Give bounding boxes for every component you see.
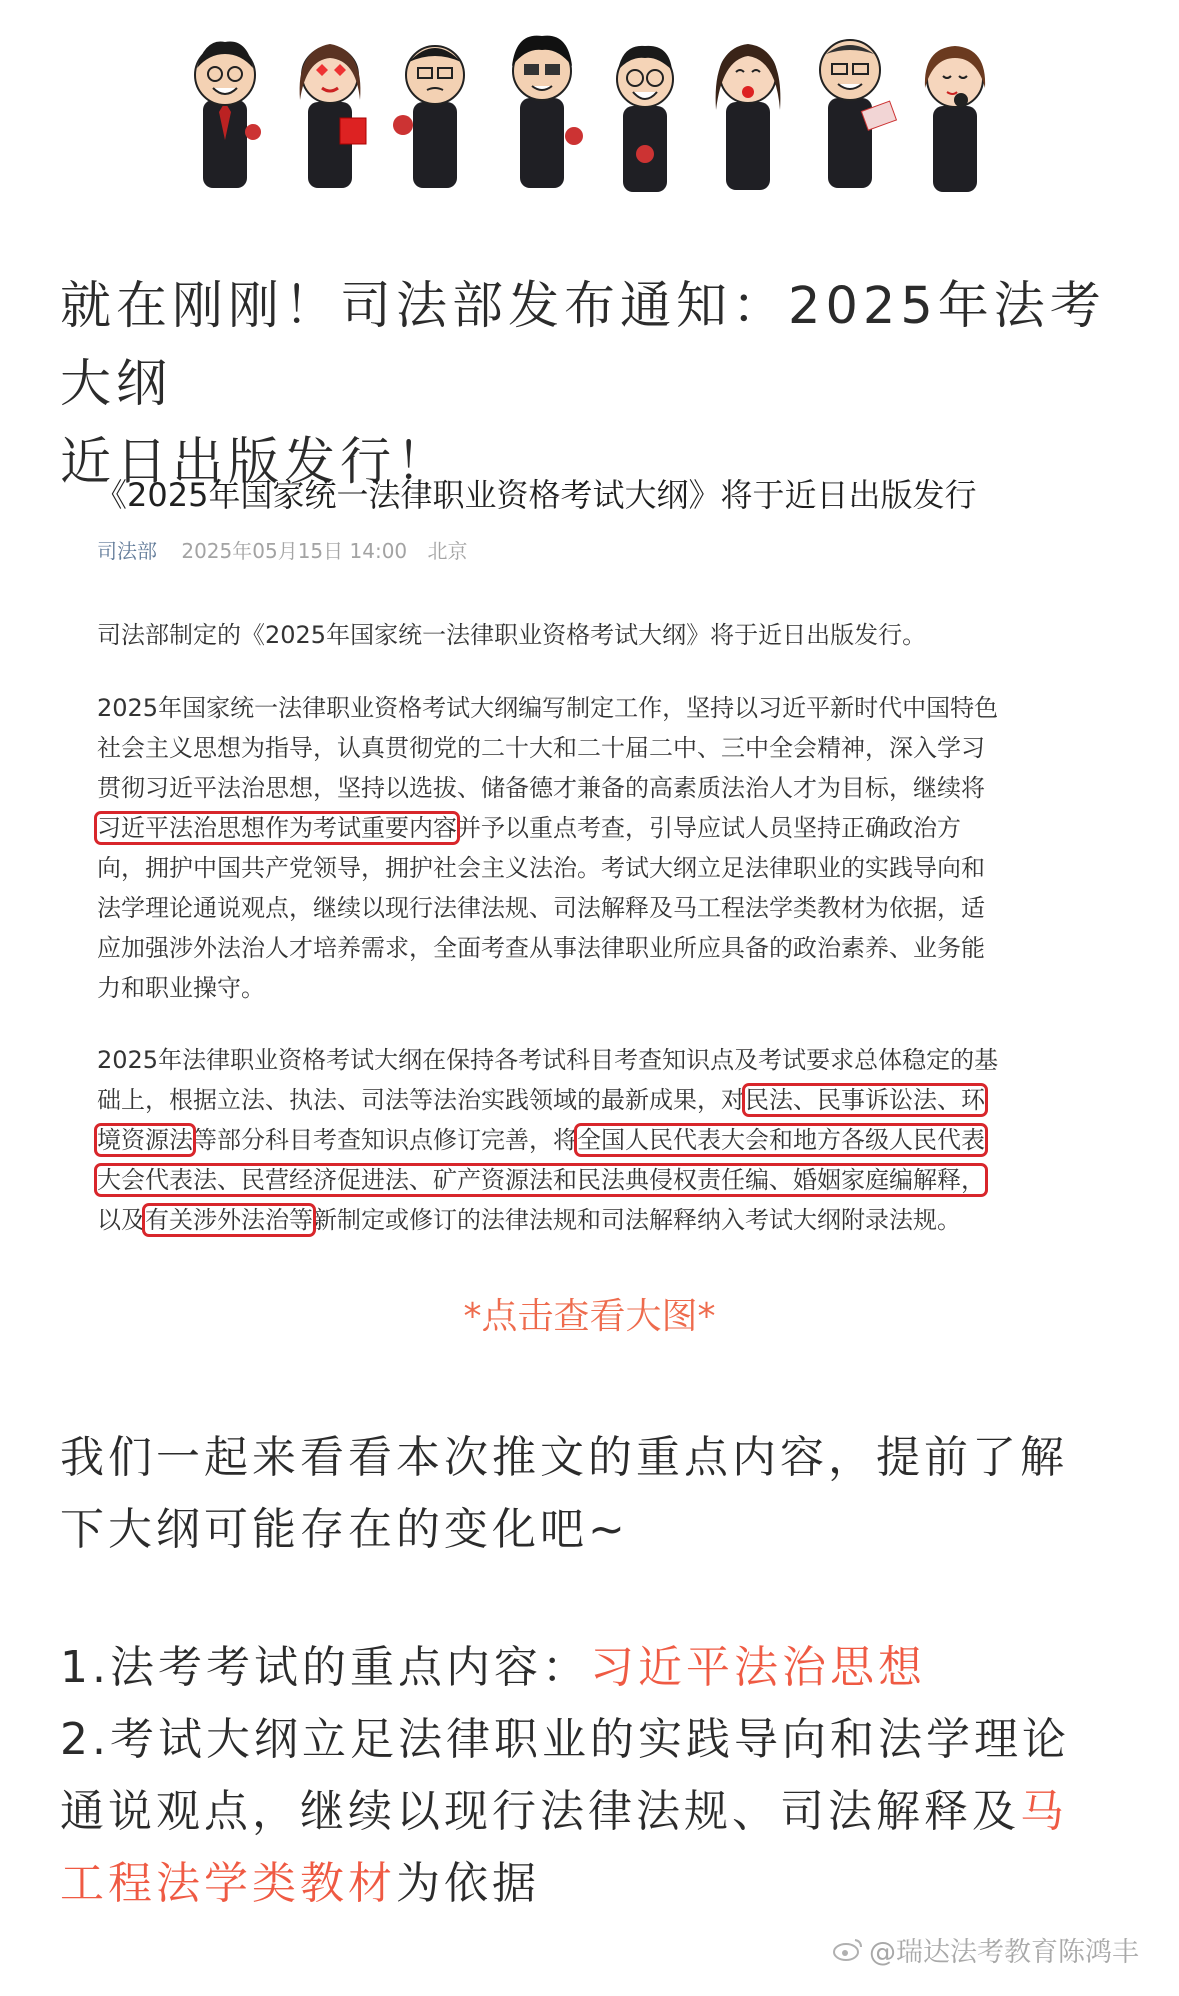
lawyer-figure-3 xyxy=(393,46,464,188)
weibo-watermark xyxy=(833,1930,1139,1969)
key-point-text: 为依据 xyxy=(396,1858,540,1909)
paragraph-line xyxy=(97,1200,1087,1240)
paragraph-line xyxy=(97,1160,1087,1200)
paragraph-text: 新制定或修订的法律法规和司法解释纳入考试大纲附录法规。 xyxy=(313,1206,961,1234)
paragraph-line: 应加强涉外法治人才培养需求，全面考查从事法律职业所应具备的政治素养、业务能 xyxy=(97,934,985,962)
article-title: 《2025年国家统一法律职业资格考试大纲》将于近日出版发行 xyxy=(95,476,977,514)
article-paragraph-3 xyxy=(97,1040,1087,1240)
intro-line-2: 下大纲可能存在的变化吧~ xyxy=(60,1504,629,1555)
highlight-box: 有关涉外法治等 xyxy=(145,1206,313,1234)
headline-line-2: 近日出版发行！ xyxy=(60,433,453,492)
lawyer-figure-8 xyxy=(925,46,985,192)
cartoon-lawyers-banner xyxy=(0,0,1179,215)
paragraph-line: 向，拥护中国共产党领导，拥护社会主义法治。考试大纲立足法律职业的实践导向和 xyxy=(97,854,985,882)
article-meta xyxy=(97,535,468,564)
highlight-box: 全国人民代表大会和地方各级人民代表 xyxy=(577,1126,985,1154)
article-date: 2025年05月15日 14:00 xyxy=(181,539,408,563)
paragraph-line: 2025年法律职业资格考试大纲在保持各考试科目考查知识点及考试要求总体稳定的基 xyxy=(97,1046,999,1074)
highlight-box: 境资源法 xyxy=(97,1126,193,1154)
article-source[interactable]: 司法部 xyxy=(97,539,157,563)
key-point-2-line-2 xyxy=(60,1776,1140,1848)
key-points-list xyxy=(60,1632,1140,1920)
key-point-2-line-1: 2.考试大纲立足法律职业的实践导向和法学理论 xyxy=(60,1714,1070,1765)
paragraph-line: 贯彻习近平法治思想，坚持以选拔、储备德才兼备的高素质法治人才为目标，继续将 xyxy=(97,774,985,802)
lawyer-figure-4 xyxy=(512,36,583,188)
view-large-image-link[interactable]: *点击查看大图* xyxy=(463,1296,716,1337)
article-location: 北京 xyxy=(427,539,468,563)
intro-line-1: 我们一起来看看本次推文的重点内容，提前了解 xyxy=(60,1432,1068,1483)
lawyer-figure-1 xyxy=(195,42,261,188)
highlight-box: 大会代表法、民营经济促进法、矿产资源法和民法典侵权责任编、婚姻家庭编解释， xyxy=(97,1166,985,1194)
lawyer-figure-5 xyxy=(617,46,673,192)
paragraph-line xyxy=(97,808,1087,848)
intro-text xyxy=(60,1422,1140,1566)
highlight-box: 民法、民事诉讼法、环 xyxy=(745,1086,985,1114)
paragraph-text: 以及 xyxy=(97,1206,145,1234)
article-paragraph-2 xyxy=(97,688,1087,1008)
paragraph-line: 力和职业操守。 xyxy=(97,974,265,1002)
key-point-highlight: 马 xyxy=(1020,1786,1068,1837)
lawyer-figure-7 xyxy=(820,40,896,188)
lawyer-figure-2 xyxy=(300,44,366,188)
paragraph-line: 社会主义思想为指导，认真贯彻党的二十大和二十届二中、三中全会精神，深入学习 xyxy=(97,734,985,762)
key-point-2-line-3 xyxy=(60,1848,1140,1920)
headline-line-1: 就在刚刚！司法部发布通知：2025年法考大纲 xyxy=(60,277,1106,414)
lawyer-figure-6 xyxy=(716,44,781,190)
paragraph-text: 并予以重点考查，引导应试人员坚持正确政治方 xyxy=(457,814,961,842)
key-point-1 xyxy=(60,1632,1140,1704)
key-point-highlight: 工程法学类教材 xyxy=(60,1858,396,1909)
paragraph-text: 础上，根据立法、执法、司法等法治实践领域的最新成果，对 xyxy=(97,1086,745,1114)
key-point-text: 1.法考考试的重点内容： xyxy=(60,1642,590,1693)
paragraph-text: 等部分科目考查知识点修订完善，将 xyxy=(193,1126,577,1154)
key-point-highlight: 习近平法治思想 xyxy=(589,1642,926,1693)
paragraph-line: 法学理论通说观点，继续以现行法律法规、司法解释及马工程法学类教材为依据，适 xyxy=(97,894,985,922)
watermark-text: @瑞达法考教育陈鸿丰 xyxy=(869,1937,1139,1968)
article-paragraph-1: 司法部制定的《2025年国家统一法律职业资格考试大纲》将于近日出版发行。 xyxy=(97,621,927,649)
key-point-text: 通说观点，继续以现行法律法规、司法解释及 xyxy=(60,1786,1020,1837)
highlight-box: 习近平法治思想作为考试重要内容 xyxy=(97,814,457,842)
paragraph-line xyxy=(97,1080,1087,1120)
weibo-icon xyxy=(833,1937,863,1961)
paragraph-line xyxy=(97,1120,1087,1160)
paragraph-line: 2025年国家统一法律职业资格考试大纲编写制定工作，坚持以习近平新时代中国特色 xyxy=(97,694,999,722)
